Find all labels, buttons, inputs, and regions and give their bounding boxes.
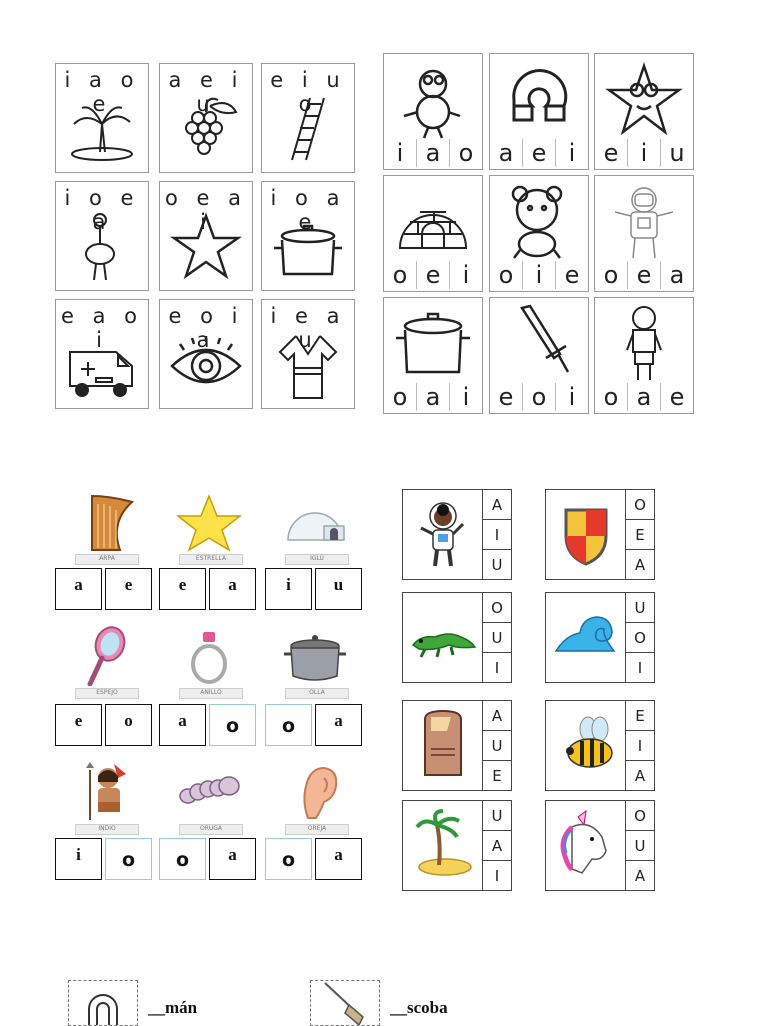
column-letter[interactable]: E	[635, 706, 645, 725]
igloo-icon	[280, 492, 350, 552]
iguana-icon	[409, 601, 477, 673]
wave-icon	[552, 601, 620, 673]
card-letters	[595, 383, 693, 411]
pot-icon	[280, 626, 350, 686]
vowel-card	[489, 53, 589, 170]
letter: o	[603, 383, 619, 411]
star-icon	[174, 492, 244, 552]
astronaut-icon	[605, 182, 683, 262]
native-boy-icon	[70, 762, 140, 822]
letter: e	[660, 383, 693, 411]
vowel-column	[482, 593, 511, 682]
vowel-card	[594, 297, 694, 414]
column-letter[interactable]: I	[626, 730, 654, 760]
card-letters: e i u o	[270, 68, 346, 116]
word-label: ORUGA	[179, 824, 243, 835]
column-letter[interactable]: E	[626, 519, 654, 549]
letter: e	[555, 261, 588, 289]
vowel-card	[55, 181, 149, 291]
letter: e	[498, 383, 514, 411]
vowel-card	[261, 63, 355, 173]
vowel-column-card	[402, 489, 512, 580]
answer-box[interactable]: o	[265, 838, 312, 880]
vowel-card	[159, 299, 253, 409]
card-letters	[384, 261, 482, 289]
astronaut-icon	[409, 498, 477, 570]
harp-icon	[70, 492, 140, 552]
vowel-card	[261, 181, 355, 291]
card-letters	[490, 139, 588, 167]
letter: o	[603, 261, 619, 289]
ambulance-icon	[66, 330, 138, 400]
column-letter[interactable]: I	[483, 519, 511, 549]
answer-box[interactable]: e	[105, 568, 152, 610]
column-letter[interactable]: A	[483, 830, 511, 860]
column-letter[interactable]: A	[626, 549, 654, 579]
kimono-icon	[272, 330, 344, 400]
card-letters: a e i u	[168, 68, 244, 116]
column-letter[interactable]: O	[634, 806, 646, 825]
star-icon	[170, 212, 242, 282]
vowel-column-card	[402, 800, 512, 891]
answer-box[interactable]: o	[105, 704, 152, 746]
letter: i	[449, 383, 482, 411]
vowel-card	[383, 175, 483, 292]
vowel-column	[625, 801, 654, 890]
fill-blank-item	[310, 980, 510, 1024]
sword-icon	[500, 304, 578, 384]
card-letters: i o e a	[64, 186, 140, 234]
answer-box[interactable]: a	[159, 704, 206, 746]
letter: o	[498, 261, 514, 289]
answer-box[interactable]: e	[55, 704, 102, 746]
vowel-column-card	[545, 700, 655, 791]
finger-icon	[409, 709, 477, 781]
vowel-card	[489, 297, 589, 414]
number-eight-icon	[394, 60, 472, 140]
letter: a	[498, 139, 514, 167]
mirror-icon	[70, 626, 140, 686]
word-label: ARPA	[75, 554, 139, 565]
caterpillar-icon	[174, 762, 244, 822]
answer-box[interactable]: o	[159, 838, 206, 880]
column-letter[interactable]: E	[483, 760, 511, 790]
letter: u	[660, 139, 693, 167]
word-label: IGLÚ	[285, 554, 349, 565]
letter: e	[603, 139, 619, 167]
card-letters	[384, 383, 482, 411]
column-letter[interactable]: U	[483, 549, 511, 579]
letter: i	[627, 139, 660, 167]
vowel-card	[594, 53, 694, 170]
vowel-card	[489, 175, 589, 292]
word-label: OLLA	[285, 688, 349, 699]
letter: e	[522, 139, 555, 167]
vowel-column-card	[545, 592, 655, 683]
card-letters: i o a e	[270, 186, 346, 234]
word-label: ESTRELLA	[179, 554, 243, 565]
column-letter[interactable]: I	[626, 652, 654, 682]
letter: a	[416, 383, 449, 411]
magnet-icon	[500, 60, 578, 140]
pot-icon	[394, 304, 472, 384]
unicorn-icon	[552, 809, 620, 881]
column-letter[interactable]: O	[491, 598, 503, 617]
column-letter[interactable]: O	[634, 495, 646, 514]
magnet-icon	[68, 980, 138, 1026]
answer-box[interactable]: a	[209, 568, 256, 610]
answer-box[interactable]: a	[55, 568, 102, 610]
column-letter[interactable]: I	[483, 860, 511, 890]
vowel-column-card	[402, 592, 512, 683]
fill-blank-item	[68, 980, 268, 1024]
vowel-columns-panel	[390, 487, 670, 892]
palm-island-icon	[409, 809, 477, 881]
letter: e	[627, 261, 660, 289]
column-letter[interactable]: O	[626, 622, 654, 652]
letter: i	[555, 383, 588, 411]
vowel-column-card	[545, 489, 655, 580]
answer-box[interactable]: a	[209, 838, 256, 880]
vowel-column	[625, 490, 654, 579]
word-label: INDIO	[75, 824, 139, 835]
vowel-card	[55, 63, 149, 173]
ladder-icon	[272, 94, 344, 164]
vowel-card	[159, 63, 253, 173]
card-letters	[595, 261, 693, 289]
fill-blank-text[interactable]: __scoba	[390, 998, 448, 1017]
grapes-icon	[170, 94, 242, 164]
vowel-card	[594, 175, 694, 292]
word-label: ANILLO	[179, 688, 243, 699]
shield-icon	[552, 498, 620, 570]
word-label: ESPEJO	[75, 688, 139, 699]
ostrich-icon	[66, 212, 138, 282]
bear-icon	[500, 182, 578, 262]
eye-icon	[170, 330, 242, 400]
vowel-boxes-panel	[55, 492, 365, 882]
broom-icon	[310, 980, 380, 1026]
letter: i	[522, 261, 555, 289]
answer-box[interactable]: o	[209, 704, 256, 746]
column-letter[interactable]: U	[626, 830, 654, 860]
fill-blank-text[interactable]: __mán	[148, 998, 198, 1017]
pot-icon	[272, 212, 344, 282]
igloo-icon	[394, 182, 472, 262]
letter: i	[449, 261, 482, 289]
palm-island-icon	[66, 94, 138, 164]
answer-box[interactable]: u	[315, 568, 362, 610]
answer-box[interactable]: e	[159, 568, 206, 610]
letter: o	[392, 383, 408, 411]
column-letter[interactable]: U	[483, 730, 511, 760]
letter: i	[555, 139, 588, 167]
card-letters: i a o e	[64, 68, 140, 116]
vowel-cards-panel-1	[55, 63, 355, 403]
star-face-icon	[605, 60, 683, 140]
card-letters: e a o i	[61, 304, 143, 352]
column-letter[interactable]: A	[491, 706, 503, 725]
answer-box[interactable]: i	[55, 838, 102, 880]
boy-icon	[605, 304, 683, 384]
card-letters: o e a i	[165, 186, 247, 234]
vowel-card	[159, 181, 253, 291]
answer-box[interactable]: i	[265, 568, 312, 610]
vowel-column-card	[545, 800, 655, 891]
column-letter[interactable]: I	[483, 652, 511, 682]
vowel-card	[383, 53, 483, 170]
column-letter[interactable]: U	[483, 622, 511, 652]
letter: o	[392, 261, 408, 289]
card-letters	[384, 139, 482, 167]
column-letter[interactable]: A	[491, 495, 503, 514]
vowel-column-card	[402, 700, 512, 791]
column-letter[interactable]: A	[626, 860, 654, 890]
answer-box[interactable]: o	[105, 838, 152, 880]
letter: a	[660, 261, 693, 289]
card-letters	[595, 139, 693, 167]
card-letters: e o i a	[168, 304, 244, 352]
column-letter[interactable]: U	[491, 806, 503, 825]
vowel-card	[55, 299, 149, 409]
ear-icon	[280, 762, 350, 822]
word-label: OREJA	[285, 824, 349, 835]
column-letter[interactable]: A	[626, 760, 654, 790]
letter: e	[416, 261, 449, 289]
vowel-card	[383, 297, 483, 414]
vowel-column	[625, 593, 654, 682]
letter: o	[522, 383, 555, 411]
column-letter[interactable]: U	[634, 598, 646, 617]
letter: a	[416, 139, 449, 167]
answer-box[interactable]: a	[315, 838, 362, 880]
answer-box[interactable]: a	[315, 704, 362, 746]
ring-icon	[174, 626, 244, 686]
vowel-column	[482, 701, 511, 790]
vowel-column	[482, 801, 511, 890]
bee-icon	[552, 709, 620, 781]
vowel-column	[625, 701, 654, 790]
letter: o	[449, 139, 482, 167]
answer-box[interactable]: o	[265, 704, 312, 746]
vowel-column	[482, 490, 511, 579]
letter: i	[396, 139, 404, 167]
vowel-card	[261, 299, 355, 409]
card-letters	[490, 383, 588, 411]
card-letters	[490, 261, 588, 289]
card-letters: i e a u	[270, 304, 346, 352]
vowel-cards-panel-2	[383, 53, 693, 413]
letter: a	[627, 383, 660, 411]
